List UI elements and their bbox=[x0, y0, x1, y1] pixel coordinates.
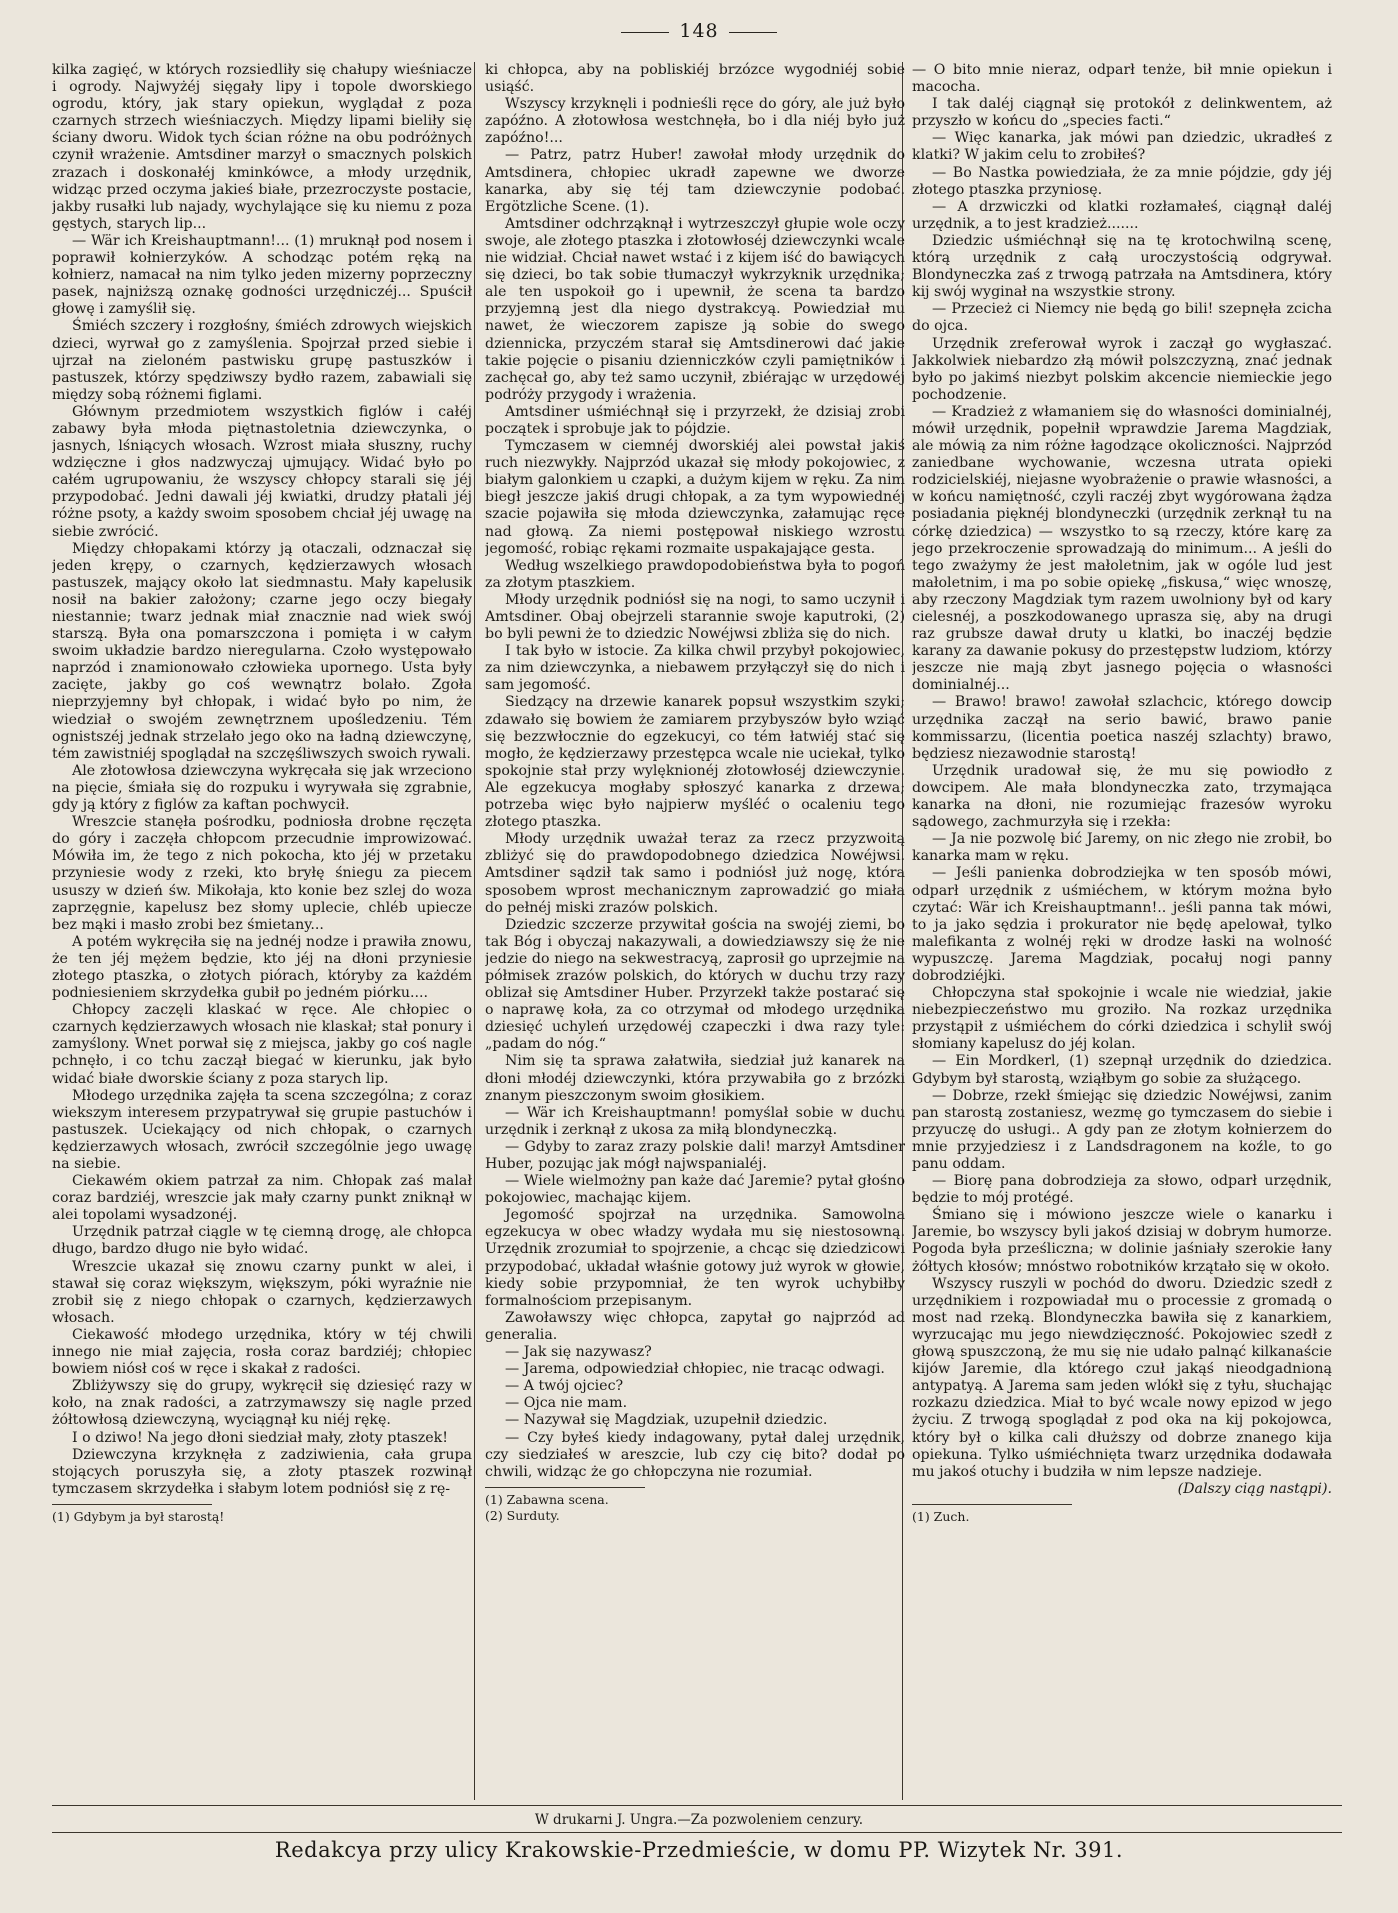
paragraph: Urzędnik uradował się, że mu się powiodło z dowcipem. Ale mała blondyneczka zato, trzymająca kanarka na dłoni, nie rozumiejąc frazesów wyroku sądowego, zachmurzyła się i rzekła: bbox=[912, 762, 1332, 831]
paragraph: — Gdyby to zaraz zrazy polskie dali! marzył Amtsdiner Huber, pozując jak mógł najwspanialéj. bbox=[485, 1138, 905, 1172]
footnote-rule bbox=[485, 1487, 645, 1488]
paragraph: — Ja nie pozwolę bić Jaremy, on nic złego nie zrobił, bo kanarka mam w ręku. bbox=[912, 831, 1332, 865]
paragraph: Według wszelkiego prawdopodobieństwa była to pogoń za złotym ptaszkiem. bbox=[485, 557, 905, 591]
paragraph: — Jarema, odpowiedział chłopiec, nie tracąc odwagi. bbox=[505, 1361, 885, 1378]
paragraph: — O bito mnie nieraz, odparł tenże, bił mnie opiekun i macocha. bbox=[912, 62, 1332, 96]
paragraph: Śmiéch szczery i rozgłośny, śmiéch zdrowych wiejskich dzieci, wyrwał go z zamyślenia. Spojrzał przed siebie i ujrzał na zieloném pastwisku grupę pastuszków i pastuszek, którzy spędziwszy bydło razem, zabawiali się między sobą różnemi figlami. bbox=[52, 318, 472, 403]
paragraph: Młodego urzędnika zajęła ta scena szczególna; z coraz wiekszym interesem przypatrywał się grupie pastuchów i pastuszek. Uciekający od nich chłopak, o czarnych kędzierzawych włosach, zwrócił szczególnie jego uwagę na siebie. bbox=[52, 1087, 472, 1172]
paragraph: Ciekawém okiem patrzał za nim. Chłopak zaś malał coraz bardziéj, wreszcie jak mały czarny punkt zniknął w alei topolami wysadzonéj. bbox=[52, 1173, 472, 1224]
paragraph: — Ein Mordkerl, (1) szepnął urzędnik do dziedzica. Gdybym był starostą, wziąłbym go sobie za służącego. bbox=[912, 1053, 1332, 1087]
paragraph: Między chłopakami którzy ją otaczali, odznaczał się jeden krępy, o czarnych, kędzierzawych włosach pastuszek, mający około lat siedmnastu. Mały kapelusik nosił na bakier założony; czarne jego oczy biegały niestannie; twarz jednak miał znacznie nad wiek swój starszą. Była ona pomarszczona i pomięta i w całym swoim układzie bardzo nieregularna. Czoło występowało naprzód i znamionowało człowieka upornego. Usta były zacięte, jakby go coś wewnątrz bolało. Zgoła nieprzyjemny był chłopak, i widać było po nim, że wiedział o swojém zewnętrznem upośledzeniu. Tém ognistszéj jednak strzelało jego oko na ładną dziewczynę, tém zawistniéj spoglądał na szczęśliwszych swoich rywali. bbox=[52, 540, 472, 762]
paragraph: kilka zagięć, w których rozsiedliły się chałupy wieśniacze i ogrody. Najwyżéj sięgały lipy i topole dworskiego ogrodu, który, jak stary opiekun, wyglądał z poza czarnych strzech wieśniaczych. Między lipami bieliły się ściany dworu. Widok tych ścian różne na obu podróżnych czynił wrażenie. Amtsdiner marzył o smacznych polskich zrazach i doskonałéj kminkówce, a młody urzędnik, widząc przed oczyma jakieś białe, przezroczyste postacie, jakby rusałki lub najady, wychylające się ku niemu z poza gęstych, starych lip... bbox=[52, 62, 472, 232]
paragraph: Tymczasem w ciemnéj dworskiéj alei powstał jakiś ruch niezwykły. Najprzód ukazał się młody pokojowiec, z białym galonkiem u czapki, a dużym kijem w ręku. Za nim biegł jeszcze jakiś drugi chłopak, a za tym wypowiednéj szacie pojawiła się młoda dziewczynka, załamując ręce nad głową. Za niemi postępował niskiego wzrostu jegomość, robiąc rękami rozmaite uspakajające gesta. bbox=[485, 438, 905, 557]
paragraph: — Wär ich Kreishauptmann!... (1) mruknął pod nosem i poprawił kołnierzyków. A schodząc potém ręką na kołnierz, namacał na nim tylko jeden mizerny poprzeczny pasek, najniższą oznakę godności urzędniczéj... Spuścił głowę i zamyślił się. bbox=[52, 232, 472, 318]
paragraph: Wszyscy krzyknęli i podnieśli ręce do góry, ale już było zapóźno. A złotowłosa westchnęła, bo i dla niéj było już zapóźno!... bbox=[485, 96, 905, 147]
paragraph: A potém wykręciła się na jednéj nodze i prawiła znowu, że ten jéj mężem będzie, kto jéj na dłoni przyniesie złotego ptaszka, o złotych piórach, któryby za każdém podniesieniem skrzydełka gubił po jedném piórku.... bbox=[52, 933, 472, 1002]
paragraph: Zawoławszy więc chłopca, zapytał go najprzód ad generalia. bbox=[485, 1309, 905, 1343]
footnote: (2) Surduty. bbox=[485, 1507, 560, 1523]
paragraph: Urzędnik zreferował wyrok i zaczął go wygłaszać. Jakkolwiek niebardzo złą mówił polszczyzną, znać jednak było po jakimś niezbyt polskim akcencie niemieckie jego pochodzenie. bbox=[912, 335, 1332, 403]
bottom-rule-bottom bbox=[52, 1832, 1342, 1833]
bottom-rule-top bbox=[52, 1805, 1342, 1806]
paragraph: — A drzwiczki od klatki rozłamałeś, ciągnął daléj urzędnik, a to jest kradzież....... bbox=[912, 198, 1332, 232]
paragraph: Wszyscy ruszyli w pochód do dworu. Dziedzic szedł z urzędnikiem i rozpowiadał mu o processie z gromadą o most nad rzeką. Blondyneczka bawiła się z kanarkiem, wyrzucając mu jego niewdzięczność. Pokojowiec szedł z głową spuszczoną, że mu się nie udało palnąć kilkanaście kijów Jaremie, dla którego czuł jakąś nieodgadnioną antypatyą. A Jarema sam jeden wlókł się z tyłu, słuchając rozkazu dziedzica. Miał to być wcale nowy epizod w jego życiu. Z trwogą spoglądał z pod oka na kij pokojowca, który był o kilka cali dłuższy od dobrze znanego kija opiekuna. Tylko uśmiéchnięta twarz urzędnika dodawała mu jakoś otuchy i budziła w nim lepsze nadzieje. bbox=[912, 1275, 1332, 1480]
paragraph: Głównym przedmiotem wszystkich figlów i całéj zabawy była młoda piętnastoletnia dziewczynka, o jasnych, lśniących włosach. Wzrost miała słuszny, ruchy wdzięczne i głos nadzwyczaj ujmujący. Widać było po całém ugrupowaniu, że wszyscy chłopcy starali się jéj przypodobać. Jedni dawali jéj kwiatki, drudzy płatali jéj różne psoty, a każdy swoim sposobem chciał jéj uwagę na siebie zwrócić. bbox=[52, 403, 472, 540]
paragraph: Ale złotowłosa dziewczyna wykręcała się jak wrzeciono na pięcie, śmiała się do rozpuku i wyrywała się zgrabnie, gdy ją który z figlów za kaftan pochwycił. bbox=[52, 762, 472, 814]
paragraph: Chłopcy zaczęli klaskać w ręce. Ale chłopiec o czarnych kędzierzawych włosach nie klaskał; stał ponury i zamyślony. Wnet porwał się z miejsca, jakby go coś nagle pchnęło, i co tchu zaczął biegać w kierunku, jak było widać białe dworskie ściany z poza starych lip. bbox=[52, 1002, 472, 1087]
paragraph: Młody urzędnik podniósł się na nogi, to samo uczynił i Amtsdiner. Obaj obejrzeli starannie swoje kaputroki, (2) bo byli pewni że to dziedzic Nowéjwsi zbliża się do nich. bbox=[485, 591, 905, 643]
paragraph: Chłopczyna stał spokojnie i wcale nie wiedział, jakie niebezpieczeństwo mu groziło. Na rozkaz urzędnika przystąpił z uśmiéchem do córki dziedzica i schylił swój słomiany kapelusz do jéj kolan. bbox=[912, 985, 1332, 1053]
text-column-3 bbox=[912, 62, 1332, 1800]
paragraph: — A twój ojciec? bbox=[505, 1378, 624, 1395]
footnote: (1) Zuch. bbox=[912, 1508, 970, 1524]
paragraph: — Bo Nastka powiedziała, że za mnie pójdzie, gdy jéj złotego ptaszka przyniosę. bbox=[912, 164, 1332, 198]
paragraph: Amtsdiner uśmiéchnął się i przyrzekł, że dzisiaj zrobi początek i sprobuje jak to pójdzie. bbox=[485, 403, 905, 437]
header-rule-right bbox=[729, 32, 777, 33]
footnote: (1) Zabawna scena. bbox=[485, 1491, 609, 1507]
paragraph: Śmiano się i mówiono jeszcze wiele o kanarku i Jaremie, bo wszyscy byli jakoś dzisiaj w dobrym humorze. Pogoda była prześliczna; w dolinie jaśniały szerokie łany żółtych kłosów; mnóstwo robotników krzątało się w około. bbox=[912, 1207, 1332, 1275]
paragraph: I o dziwo! Na jego dłoni siedział mały, złoty ptaszek! bbox=[72, 1429, 448, 1446]
paragraph: Urzędnik patrzał ciągle w tę ciemną drogę, ale chłopca długo, bardzo długo nie było widać. bbox=[52, 1224, 472, 1258]
paragraph: — Nazywał się Magdziak, uzupełnił dziedzic. bbox=[505, 1412, 828, 1429]
editorial-address: Redakcya przy ulicy Krakowskie-Przedmieście, w domu PP. Wizytek Nr. 391. bbox=[274, 1838, 1124, 1862]
paragraph: Wreszcie ukazał się znowu czarny punkt w alei, i stawał się coraz większym, większym, póki wyraźnie nie zrobił się z niego chłopak o czarnych, kędzierzawych włosach. bbox=[52, 1258, 472, 1326]
paragraph: Zbliżywszy się do grupy, wykręcił się dziesięć razy w koło, na znak radości, a zatrzymawszy się nagle przed żółtowłosą dziewczyną, wyciągnął ku niéj rękę. bbox=[52, 1378, 472, 1429]
paragraph: I tak było w istocie. Za kilka chwil przybył pokojowiec, za nim dziewczynka, a niebawem przyłączył się do nich i sam jegomość. bbox=[485, 643, 905, 694]
column-rule-1 bbox=[474, 62, 475, 1800]
text-column-2 bbox=[485, 62, 905, 1800]
paragraph: Jegomość spojrzał na urzędnika. Samowolna egzekucya w obec władzy wydała mu się niestosowną. Urzędnik zrozumiał to spojrzenie, a chcąc się dziedzicowi przypodobać, układał właśnie gotowy już wyrok w głowie, kiedy sobie przypomniał, że ten wyrok uchybiłby formalnościom przepisanym. bbox=[485, 1207, 905, 1309]
paragraph: Dziewczyna krzyknęła z zadziwienia, cała grupa stojących poruszyła się, a złoty ptaszek rozwinął tymczasem skrzydełka i słabym lotem podniósł się z rę- bbox=[52, 1446, 472, 1497]
paragraph: Dziedzic szczerze przywitał gościa na swojéj ziemi, bo tak Bóg i obyczaj nakazywali, a dowiedziawszy się że nie jedzie do niego na sekwestracyą, zaprosił go uprzejmie na półmisek zrazów polskich, do których w duchu trzy razy oblizał się Amtsdiner Huber. Przyrzekł także postarać się o naprawę koła, za co otrzymał od młodego urzędnika dziesięć uchyleń urzędowéj czapeczki i dwa razy tyle: „padam do nóg.“ bbox=[485, 916, 905, 1053]
paragraph: — Czy byłeś kiedy indagowany, pytał dalej urzędnik, czy siedziałeś w areszcie, lub czy cię bito? dodał po chwili, widząc że go chłopczyna nie rozumiał. bbox=[485, 1429, 905, 1480]
paragraph: — Brawo! brawo! zawołał szlachcic, którego dowcip urzędnika zaczął na serio bawić, brawo panie kommissarzu, (licentia poetica naszéj szlachty) brawo, będziesz niezawodnie starostą! bbox=[912, 694, 1332, 762]
paragraph: — Dobrze, rzekł śmiejąc się dziedzic Nowéjwsi, zanim pan starostą zostaniesz, wezmę go tymczasem do siebie i przyuczę do usługi.. A gdy pan ze złotym kołnierzem do mnie przyjedziesz i z Landsdragonem na koźle, to go panu oddam. bbox=[912, 1087, 1332, 1172]
page-number-header bbox=[0, 20, 1398, 42]
paragraph: — Jeśli panienka dobrodziejka w ten sposób mówi, odparł urzędnik z uśmiéchem, w którym można było czytać: Wär ich Kreishauptmann!.. jeśli panna tak mówi, to ja jako sędzia i prokurator nie będę apelował, tylko malefikanta z wolnéj ręki w drodze łaski na wolność wypuszczę. Jarema Magdziak, pocałuj nogi panny dobrodziéjki. bbox=[912, 865, 1332, 984]
paragraph: — Patrz, patrz Huber! zawołał młody urzędnik do Amtsdinera, chłopiec ukradł zapewne we dworze kanarka, aby się téj tam dziewczynie podobać. Ergötzliche Scene. (1). bbox=[485, 147, 905, 215]
paragraph: — Przecież ci Niemcy nie będą go bili! szepnęła zcicha do ojca. bbox=[912, 301, 1332, 335]
continued-note: (Dalszy ciąg nastąpi). bbox=[1177, 1480, 1332, 1497]
paragraph: — Jak się nazywasz? bbox=[505, 1344, 652, 1361]
paragraph: I tak daléj ciągnął się protokół z delinkwentem, aż przyszło w końcu do „species facti.“ bbox=[912, 96, 1332, 130]
paragraph: Nim się ta sprawa załatwiła, siedział już kanarek na dłoni młodéj dziewczynki, która przywabiła go z brzózki znanym pieszczonym swoim głosikiem. bbox=[485, 1053, 905, 1104]
footnote: (1) Gdybym ja był starostą! bbox=[52, 1508, 225, 1524]
paragraph: Dziedzic uśmiéchnął się na tę krotochwilną scenę, którą urzędnik z całą uroczystością odgrywał. Blondyneczka zaś z trwogą patrzała na Amtsdinera, który kij swój wyginał na wszystkie strony. bbox=[912, 232, 1332, 301]
paragraph: — Biorę pana dobrodzieja za słowo, odparł urzędnik, będzie to mój protégé. bbox=[912, 1173, 1332, 1207]
paragraph: — Wär ich Kreishauptmann! pomyślał sobie w duchu urzędnik i zerknął z ukosa za miłą blondyneczką. bbox=[485, 1104, 905, 1138]
paragraph: Amtsdiner odchrząknął i wytrzeszczył głupie wole oczy swoje, ale złotego ptaszka i złotowłoséj dziewczynki wcale nie widział. Chciał nawet wstać i z kijem iść do bawiących się dzieci, bo tak sobie tłumaczył wykrzyknik urzędnika; ale ten uspokoił go i upewnił, że scena ta bardzo przyjemną jest dla niego dystrakcyą. Powiedział mu nawet, że wieczorem zapisze ją sobie do swego dziennicka, przyczém starał się Amtsdinerowi dać jakie takie pojęcie o pisaniu dzienniczków czyli pamiętników i zachęcał go, aby też samo uczynił, zbiérając w urzędowéj podróży przygody i wrażenia. bbox=[485, 215, 905, 403]
printer-note: W drukarni J. Ungra.—Za pozwoleniem cenzury. bbox=[534, 1812, 864, 1828]
paragraph: — Więc kanarka, jak mówi pan dziedzic, ukradłeś z klatki? W jakim celu to zrobiłeś? bbox=[912, 130, 1332, 164]
page-number: 148 bbox=[679, 20, 719, 42]
paragraph: — Kradzież z włamaniem się do własności dominialnéj, mówił urzędnik, popełnił wprawdzie Jarema Magdziak, ale mówią za nim różne łagodzące okoliczności. Najprzód zaniedbane wychowanie, wczesna utrata opieki rodzicielskiéj, niejasne wyobrażenie o prawie własności, a w końcu namiętność, czyli raczéj zbyt wygórowana żądza posiadania pięknéj blondyneczki (urzędnik zerknął tu na córkę dziedzica) — wszystko to są rzeczy, które karę za jego przekroczenie sprowadzają do minimum... A jeśli do tego zważymy że jest małoletnim, jak w ogóle lud jest małoletnim, i ma po sobie opiekę „fiskusa,“ więc wnoszę, aby rzeczony Magdziak tym razem uwolniony był od kary cielesnéj, a poszkodowanego uprasza się, aby na drugi raz grubsze dawał druty u klatki, bo inaczéj będzie karany za dawanie pokusy do przestępstw ludziom, którzy jeszcze nie mają zbyt jasnego pojęcia o własności dominialnéj... bbox=[912, 403, 1332, 694]
paragraph: Wreszcie stanęła pośrodku, podniosła drobne ręczęta do góry i zaczęła chłopcom przecudnie improwizować. Mówiła im, że tego z nich pokocha, kto jéj w przetaku przyniesie wody z rzeki, kto bryłę śniegu za piecem ususzy w dzień św. Mikołaja, kto konie bez szlej do woza zaprzęgnie, kapelusz bez słomy uplecie, chléb upiecze bez mąki i masło zrobi bez śmietany... bbox=[52, 814, 472, 933]
paragraph: — Ojca nie mam. bbox=[505, 1395, 628, 1412]
paragraph: Ciekawość młodego urzędnika, który w téj chwili innego nie miał zajęcia, rosła coraz bardziéj; chłopiec bowiem niósł coś w ręce i skakał z radości. bbox=[52, 1326, 472, 1378]
paragraph: Młody urzędnik uważał teraz za rzecz przyzwoitą zbliżyć się do prawdopodobnego dziedzica Nowéjwsi. Amtsdiner sądził tak samo i podniósł już nogę, która sposobem wprost mechanicznym zaprowadzić go miała do pełnéj miski zrazów polskich. bbox=[485, 831, 905, 916]
header-rule-left bbox=[621, 32, 669, 33]
text-column-1 bbox=[52, 62, 472, 1800]
footnote-rule bbox=[52, 1504, 212, 1505]
footnote-rule bbox=[912, 1504, 1072, 1505]
paragraph: Siedzący na drzewie kanarek popsuł wszystkim szyki; zdawało się bowiem że zamiarem przybyszów było wziąć się bezzwłocznie do egzekucyi, co tém łatwiéj stać się mogło, że kędzierzawy przestępca wcale nie uciekał, tylko spokojnie stał przy wylęknionéj złotowłoséj dziewczynie. Ale egzekucya mogłaby spłoszyć kanarka z drzewa; potrzeba więc było najpierw myśléć o ocaleniu tego złotego ptaszka. bbox=[485, 694, 905, 831]
paragraph: — Wiele wielmożny pan każe dać Jaremie? pytał głośno pokojowiec, machając kijem. bbox=[485, 1173, 905, 1207]
paragraph: ki chłopca, aby na pobliskiéj brzózce wygodniéj sobie usiąść. bbox=[485, 62, 905, 96]
